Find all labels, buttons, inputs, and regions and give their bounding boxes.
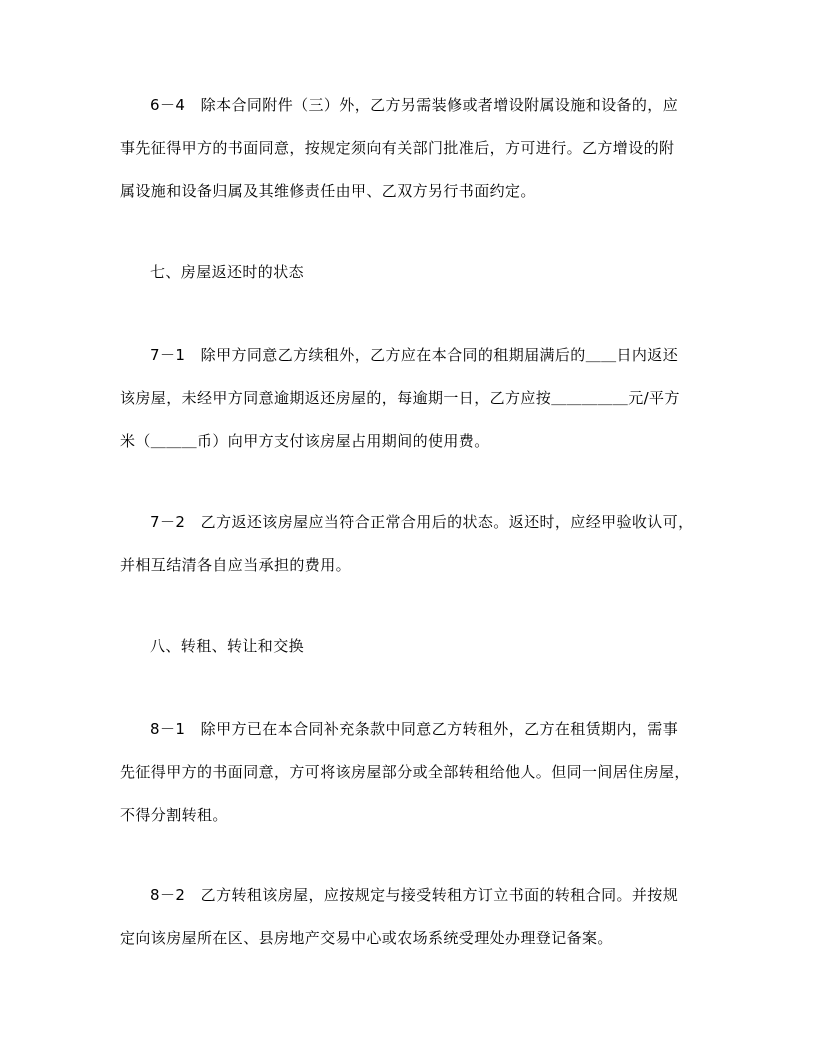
paragraph-line: 6－4 除本合同附件（三）外，乙方另需装修或者增设附属设施和设备的，应 [150,96,679,114]
paragraph-line: 该房屋，未经甲方同意逾期返还房屋的，每逾期一日，乙方应按＿＿＿＿＿元/平方 [120,389,680,407]
section-heading-text: 七、房屋返还时的状态 [150,263,305,281]
paragraph-line: 米（＿＿＿币）向甲方支付该房屋占用期间的使用费。 [120,432,490,450]
paragraph-line: 8－2 乙方转租该房屋，应按规定与接受转租方订立书面的转租合同。并按规 [150,886,679,904]
paragraph-line: 事先征得甲方的书面同意，按规定须向有关部门批准后，方可进行。乙方增设的附 [120,139,675,157]
paragraph-line: 并相互结清各自应当承担的费用。 [120,556,352,574]
paragraph-line: 7－1 除甲方同意乙方续租外，乙方应在本合同的租期届满后的＿＿日内返还 [150,346,679,364]
paragraph-line: 7－2 乙方返还该房屋应当符合正常合用后的状态。返还时，应经甲验收认可， [150,513,694,531]
paragraph-line: 先征得甲方的书面同意，方可将该房屋部分或全部转租给他人。但同一间居住房屋， [120,763,690,781]
paragraph-line: 8－1 除甲方已在本合同补充条款中同意乙方转租外，乙方在租赁期内，需事 [150,720,679,738]
section-heading-text: 八、转租、转让和交换 [150,637,305,655]
paragraph-line: 属设施和设备归属及其维修责任由甲、乙双方另行书面约定。 [120,182,536,200]
paragraph-line: 不得分割转租。 [120,806,228,824]
paragraph-line: 定向该房屋所在区、县房地产交易中心或农场系统受理处办理登记备案。 [120,929,613,947]
